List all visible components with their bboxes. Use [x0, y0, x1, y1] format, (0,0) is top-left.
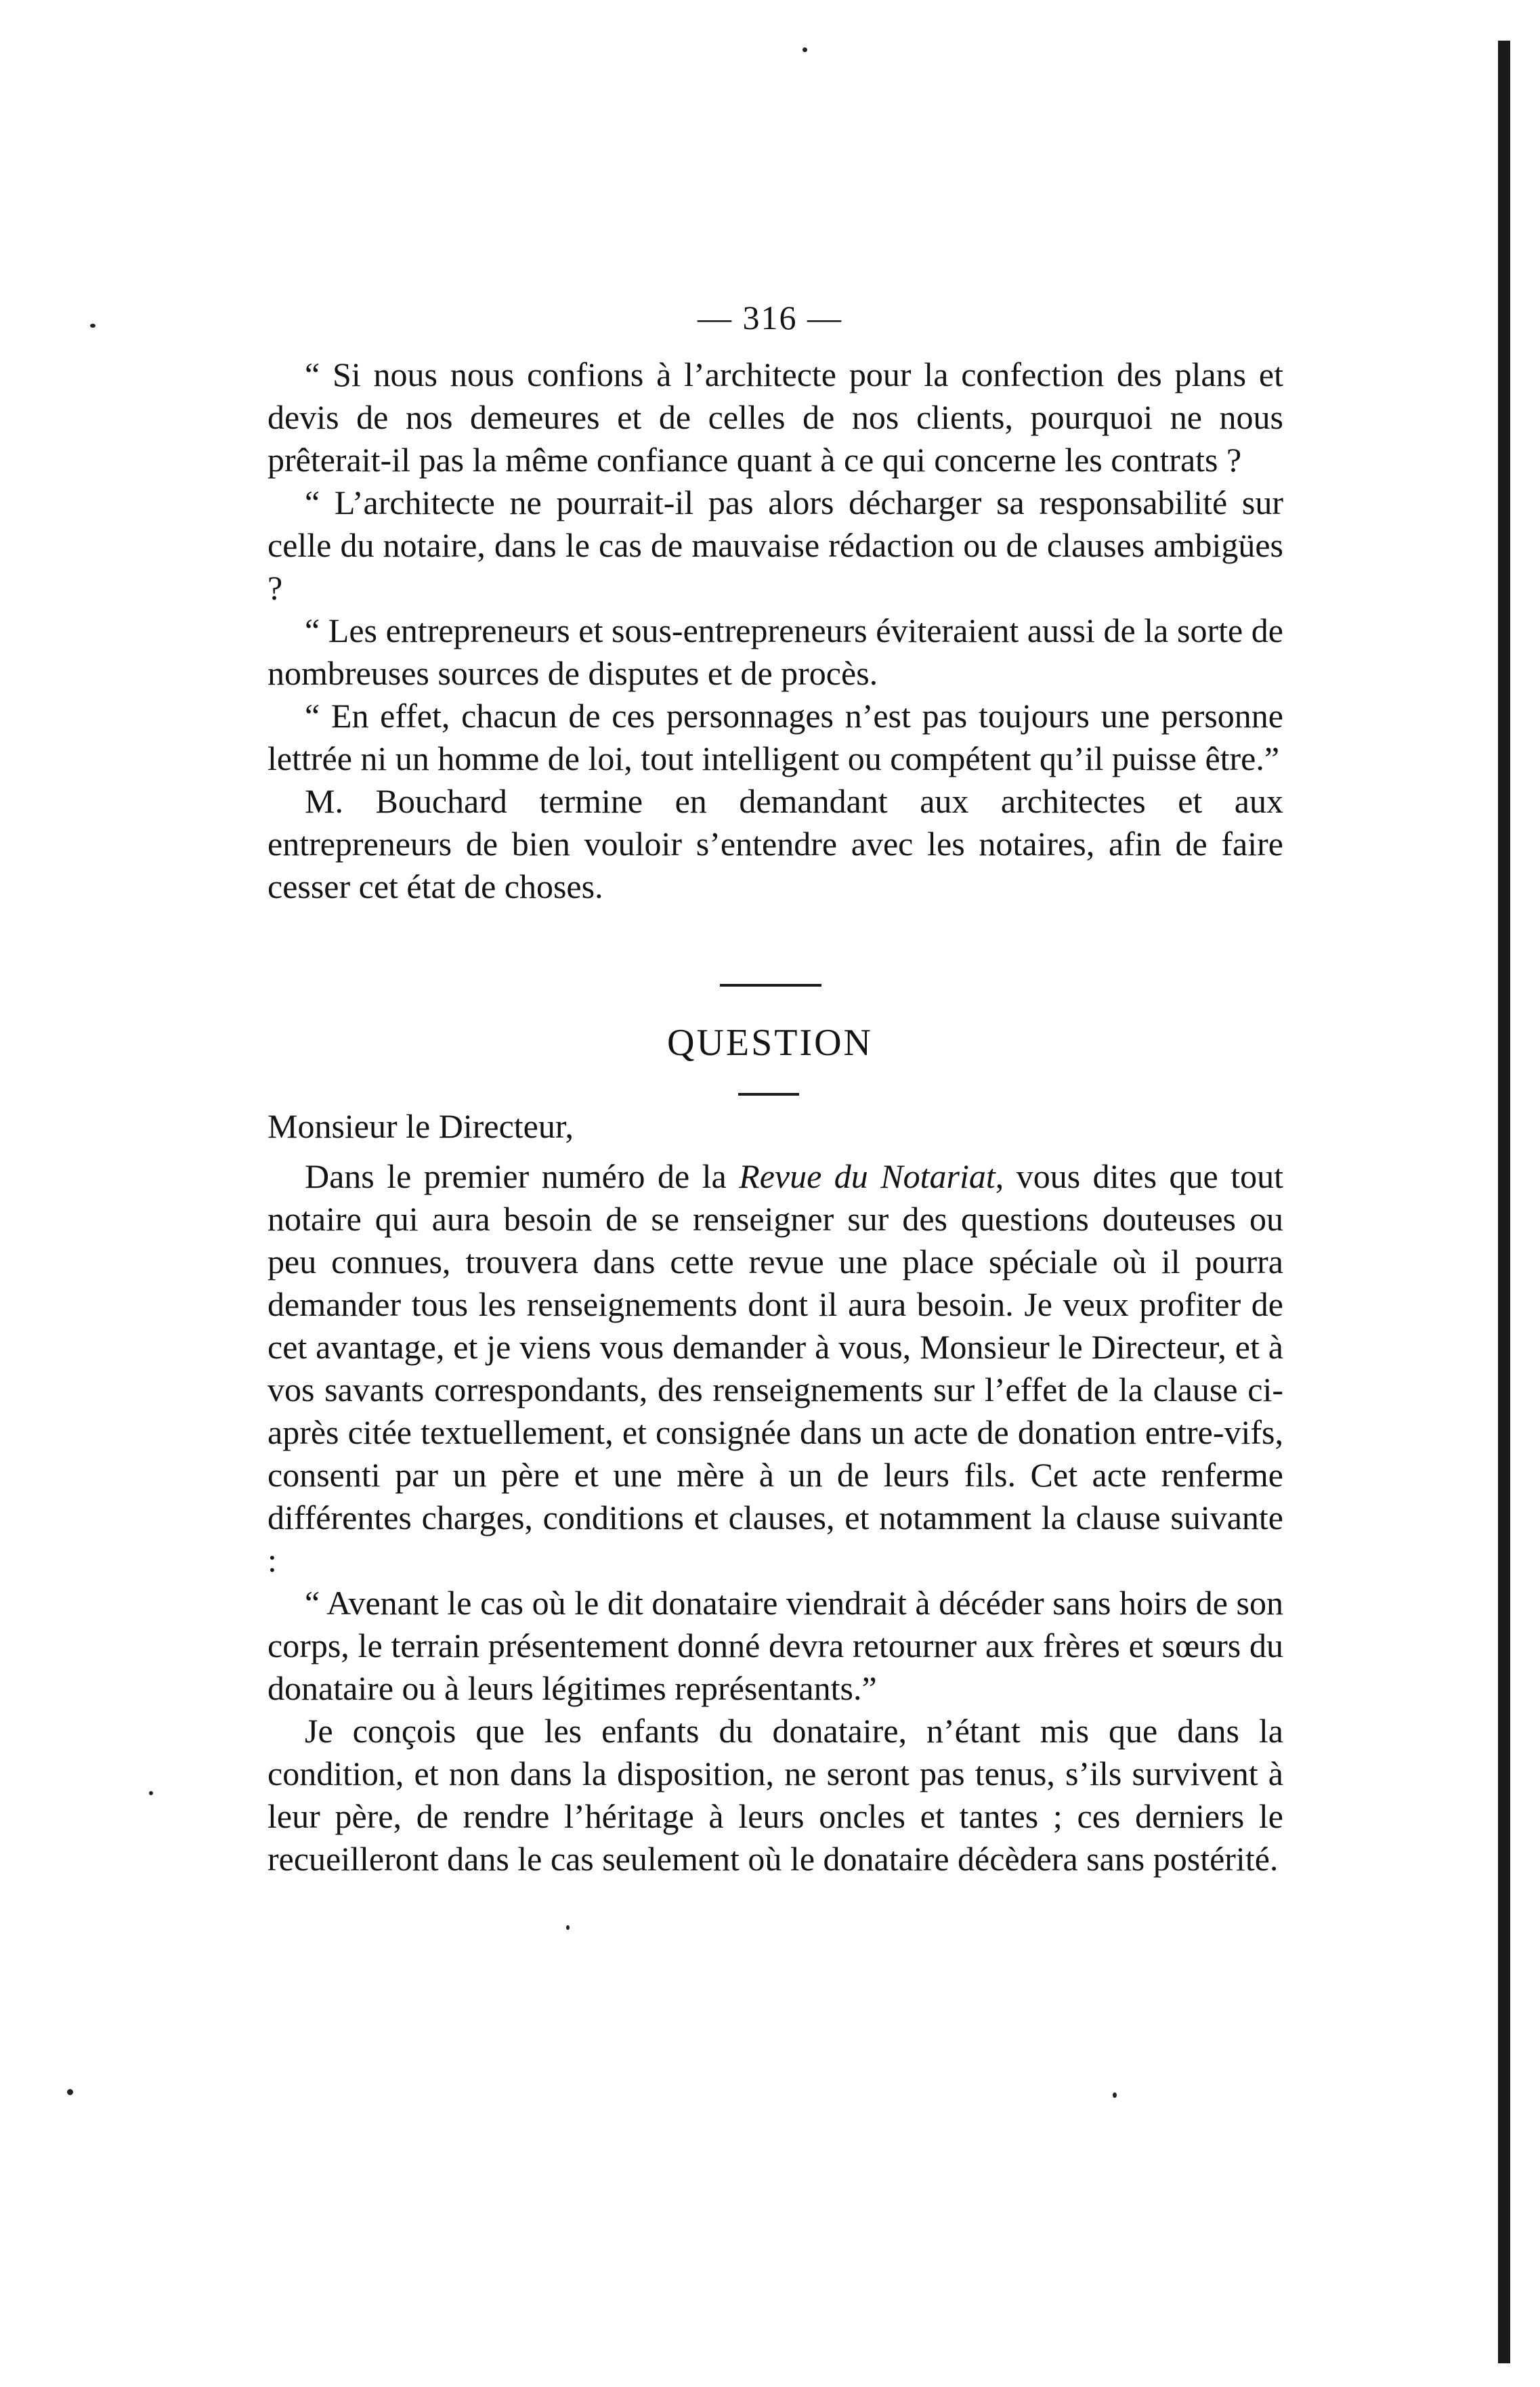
quote-paragraph: “ Les entrepreneurs et sous-entrepreneurs éviteraient aussi de la sorte de nombreuses sources de disputes et de procès. [268, 611, 1283, 692]
paragraph-text: Dans le premier numéro de la [305, 1157, 740, 1195]
quote-paragraph: “ En effet, chacun de ces personnages n’est pas toujours une personne lettrée ni un homme de loi, tout intelligent ou compétent qu’il puisse être.” [268, 697, 1283, 777]
scan-speck [67, 2089, 73, 2095]
quote-paragraph: “ L’architecte ne pourrait-il pas alors décharger sa responsabilité sur celle du notaire, dans le cas de mauvaise rédaction ou de clauses ambigües ? [268, 483, 1283, 607]
salutation: Monsieur le Directeur, [268, 1107, 574, 1145]
closing-paragraph: M. Bouchard termine en demandant aux architectes et aux entrepreneurs de bien vouloir s’entendre avec les notaires, afin de faire cesser cet état de choses. [268, 782, 1283, 905]
top-text-block [268, 353, 1283, 908]
journal-title: Revue du Notariat [739, 1157, 996, 1195]
section-title: QUESTION [667, 1022, 873, 1064]
paragraph-text: , vous dites que tout notaire qui aura besoin de se renseigner sur des questions douteuses ou peu connues, trouvera dans cette revue une place spéciale où il pourra demander tous les renseignements dont il aura besoin. Je veux profiter de cet avantage, et je viens vous demander à vous, Monsieur le Directeur, et à vos savants correspondants, des renseignements sur l’effet de la clause ci-après citée textuellement, et consignée dans un acte de donation entre-vifs, consenti par un père et une mère à un de leurs fils. Cet acte renferme différentes charges, conditions et clauses, et notamment la clause suivante : [268, 1157, 1283, 1579]
section-divider [720, 984, 821, 987]
page-number: — 316 — [698, 299, 842, 337]
scan-speck [803, 47, 807, 52]
question-text-block [268, 1155, 1283, 1880]
quote-paragraph: “ Si nous nous confions à l’architecte pour la confection des plans et devis de nos demeures et de celles de nos clients, pourquoi ne nous prêterait-il pas la même confiance quant à ce qui concerne les contrats ? [268, 356, 1283, 479]
scan-speck [1113, 2092, 1117, 2098]
scan-edge-bar [1498, 41, 1510, 2363]
question-paragraph [268, 1155, 1283, 1582]
question-paragraph: Je conçois que les enfants du donataire, n’étant mis que dans la condition, et non dans la disposition, ne seront pas tenus, s’ils survivent à leur père, de rendre l’héritage à leurs oncles et tantes ; ces derniers le recueilleront dans le cas seulement où le donataire décèdera sans postérité. [268, 1712, 1283, 1878]
scan-speck [149, 1791, 153, 1795]
title-underline [738, 1093, 799, 1096]
scan-speck [566, 1925, 570, 1930]
clause-quote-paragraph: “ Avenant le cas où le dit donataire viendrait à décéder sans hoirs de son corps, le terrain présentement donné devra retourner aux frères et sœurs du donataire ou à leurs légitimes représentants.” [268, 1584, 1283, 1707]
